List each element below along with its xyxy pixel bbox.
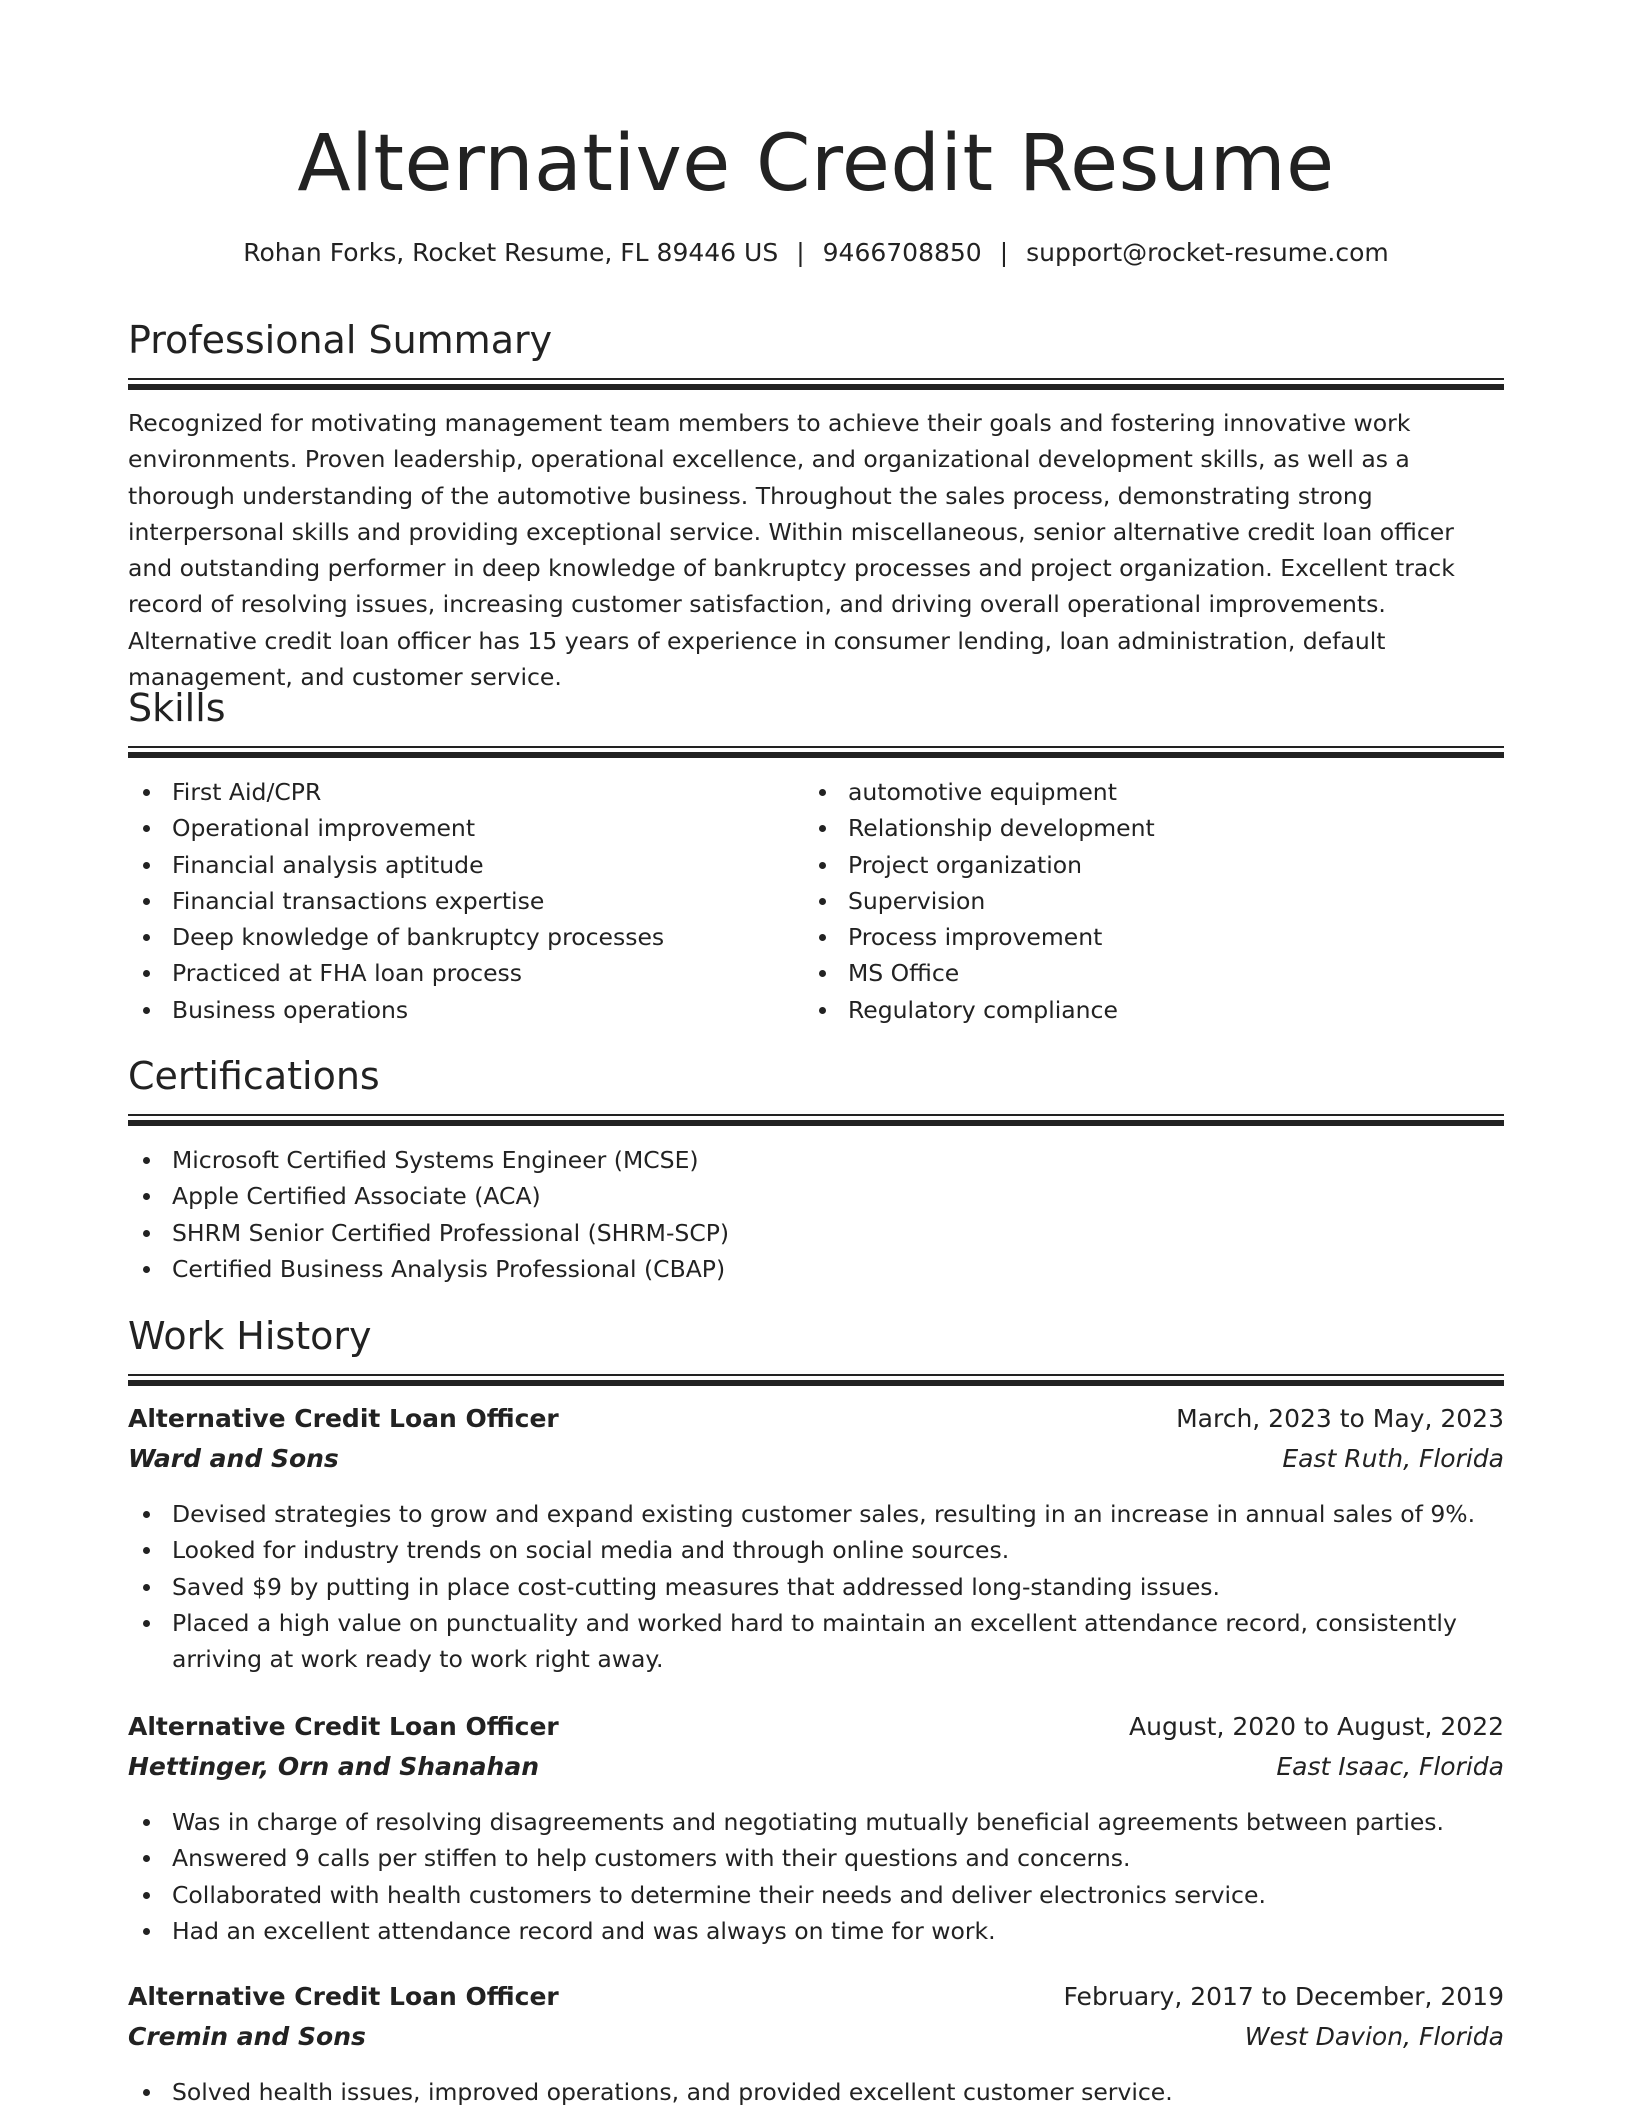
skill-item: Practiced at FHA loan process [128,955,768,991]
skill-item: Supervision [804,883,1444,919]
job-bullets [128,1804,1504,1949]
job-dates: August, 2020 to August, 2022 [1129,1712,1504,1741]
section-divider [128,1374,1504,1386]
job-bullet: Collaborated with health customers to determine their needs and deliver electronics service. [128,1877,1504,1913]
section-heading-certifications: Certifications [128,1054,380,1098]
contact-line [128,238,1504,267]
skill-item: Operational improvement [128,810,768,846]
contact-phone[interactable]: 9466708850 [822,238,982,267]
job-bullets [128,1496,1504,1677]
job-title: Alternative Credit Loan Officer [128,1982,559,2011]
job-dates: March, 2023 to May, 2023 [1176,1404,1504,1433]
job-bullet: Was in charge of resolving disagreements and negotiating mutually beneficial agreements between parties. [128,1804,1504,1840]
section-heading-skills: Skills [128,686,226,730]
certification-item: Microsoft Certified Systems Engineer (MCSE) [128,1142,1504,1178]
section-heading-work-history: Work History [128,1314,372,1358]
contact-separator: | [999,238,1009,267]
resume-title: Alternative Credit Resume [297,119,1335,209]
skills-list-right [804,774,1444,1028]
job-bullets [128,2074,1504,2110]
job-title: Alternative Credit Loan Officer [128,1404,559,1433]
section-heading-summary: Professional Summary [128,318,553,362]
job-dates: February, 2017 to December, 2019 [1063,1982,1504,2011]
job-location: West Davion, Florida [1244,2022,1504,2051]
section-divider [128,378,1504,390]
skill-item: Deep knowledge of bankruptcy processes [128,919,768,955]
skill-item: Financial analysis aptitude [128,847,768,883]
job-location: East Isaac, Florida [1276,1752,1504,1781]
job-bullet: Solved health issues, improved operations, and provided excellent customer service. [128,2074,1504,2110]
contact-address: Rohan Forks, Rocket Resume, FL 89446 US [243,238,779,267]
job-bullet: Looked for industry trends on social media and through online sources. [128,1532,1504,1568]
skills-list-left [128,774,768,1028]
certification-item: Apple Certified Associate (ACA) [128,1178,1504,1214]
job-company: Cremin and Sons [128,2022,366,2051]
job-company: Ward and Sons [128,1444,339,1473]
job-location: East Ruth, Florida [1282,1444,1504,1473]
skill-item: First Aid/CPR [128,774,768,810]
certification-item: Certified Business Analysis Professional (CBAP) [128,1251,1504,1287]
certifications-list [128,1142,1504,1287]
summary-text: Recognized for motivating management team members to achieve their goals and fostering innovative work environments. Proven leadership, operational excellence, and organizational development skills, as well as a thorough understanding of the automotive business. Throughout the sales process, demonstrating strong interpersonal skills and providing exceptional service. Within miscellaneous, senior alternative credit loan officer and outstanding performer in deep knowledge of bankruptcy processes and project organization. Excellent track record of resolving issues, increasing customer satisfaction, and driving overall operational improvements. Alternative credit loan officer has 15 years of experience in consumer lending, loan administration, default management, and customer service. [128,409,1455,692]
skill-item: Relationship development [804,810,1444,846]
contact-separator: | [796,238,805,267]
job-entry [128,1404,1504,1677]
skill-item: MS Office [804,955,1444,991]
job-entry [128,1982,1504,2110]
job-bullet: Devised strategies to grow and expand existing customer sales, resulting in an increase in annual sales of 9%. [128,1496,1504,1532]
section-divider [128,1114,1504,1126]
skill-item: Business operations [128,992,768,1028]
skill-item: Regulatory compliance [804,992,1444,1028]
skill-item: Process improvement [804,919,1444,955]
job-title: Alternative Credit Loan Officer [128,1712,559,1741]
skill-item: Project organization [804,847,1444,883]
job-bullet: Answered 9 calls per stiffen to help customers with their questions and concerns. [128,1840,1504,1876]
job-bullet: Placed a high value on punctuality and worked hard to maintain an excellent attendance record, consistently arriving at work ready to work right away. [128,1605,1504,1678]
job-bullet: Saved $9 by putting in place cost-cutting measures that addressed long-standing issues. [128,1569,1504,1605]
skill-item: automotive equipment [804,774,1444,810]
section-divider [128,746,1504,758]
certification-item: SHRM Senior Certified Professional (SHRM-SCP) [128,1215,1504,1251]
job-company: Hettinger, Orn and Shanahan [128,1752,540,1781]
job-bullet: Had an excellent attendance record and was always on time for work. [128,1913,1504,1949]
skill-item: Financial transactions expertise [128,883,768,919]
contact-email[interactable]: support@rocket-resume.com [1026,238,1389,267]
job-entry [128,1712,1504,1949]
